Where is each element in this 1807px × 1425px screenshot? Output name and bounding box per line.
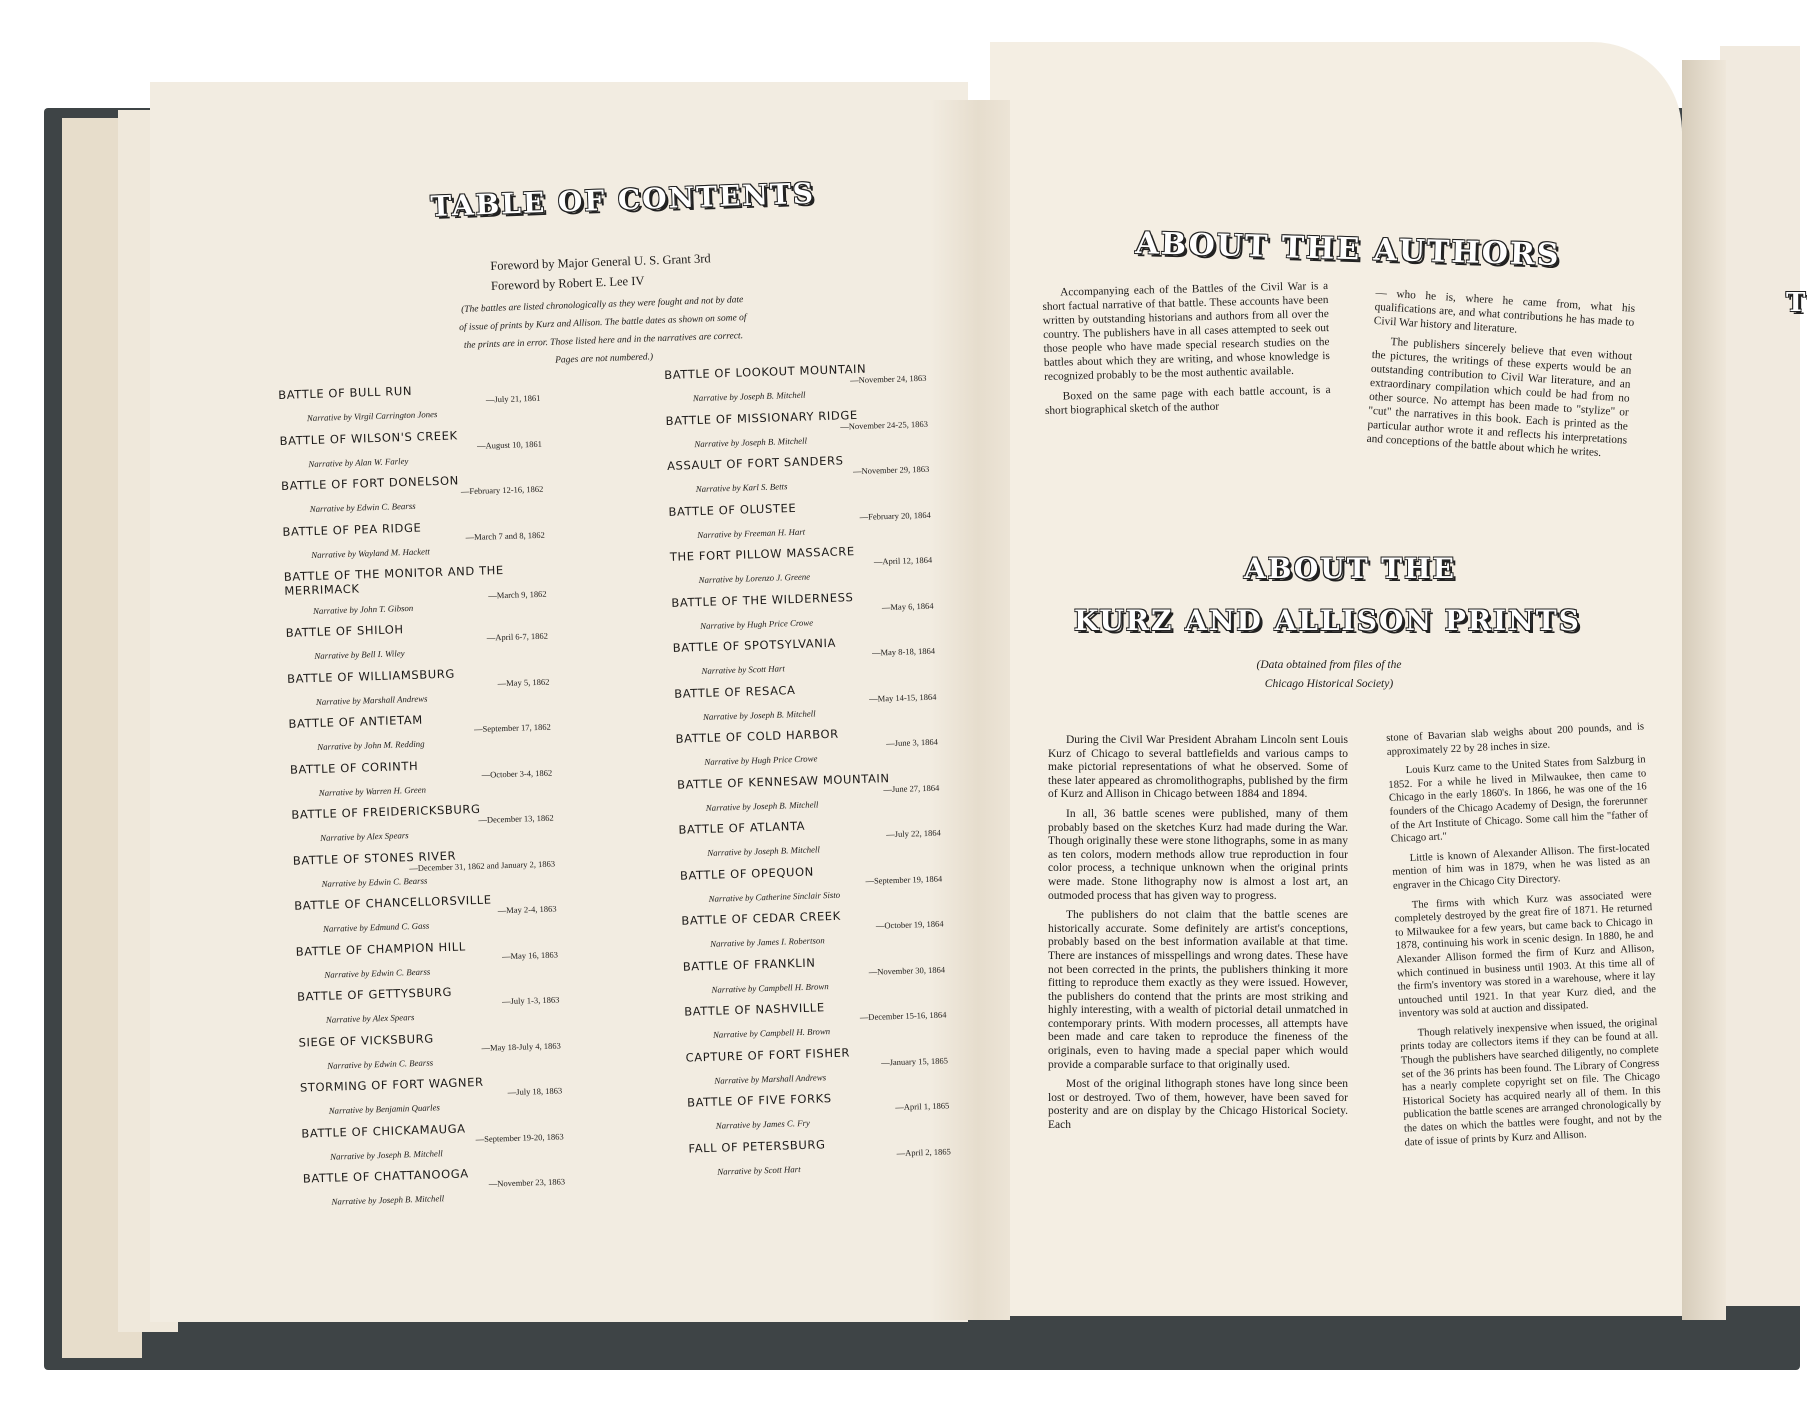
battle-name: BATTLE OF WILSON'S CREEK	[279, 427, 458, 448]
battle-date: —December 31, 1862 and January 2, 1863	[409, 858, 556, 873]
battle-name: BATTLE OF SHILOH	[285, 622, 404, 640]
narrative-author: Narrative by Bell I. Wiley	[314, 648, 405, 661]
battle-name: BATTLE OF FRANKLIN	[682, 955, 816, 974]
paragraph: Louis Kurz came to the United States from Salzburg in 1852. For a while he lived in Milwaukee, then came to Chicago in the early 1860's. In 1866, he was one of the 16 founders of the Chicago Academy of Design, the forerunner of the Art Institute of Chicago. Some call him the "father of Chicago art."	[1388, 754, 1649, 846]
narrative-author: Narrative by Hugh Price Crowe	[704, 753, 818, 767]
battle-name: BATTLE OF CHAMPION HILL	[295, 938, 466, 959]
toc-entry	[677, 769, 940, 823]
toc-entry	[674, 678, 937, 732]
battle-date: —December 13, 1862	[478, 812, 554, 825]
battle-name: BATTLE OF KENNESAW MOUNTAIN	[676, 770, 890, 792]
narrative-author: Narrative by Benjamin Quarles	[328, 1102, 441, 1116]
note-line: (Data obtained from files of the	[1256, 659, 1402, 671]
battle-date: —September 17, 1862	[473, 721, 551, 735]
battle-date: —November 30, 1864	[868, 963, 946, 977]
narrative-author: Narrative by Scott Hart	[701, 663, 785, 676]
battle-date: —July 18, 1863	[507, 1085, 563, 1098]
note-line: Chicago Historical Society)	[1264, 678, 1394, 690]
battle-name: SIEGE OF VICKSBURG	[298, 1030, 434, 1050]
toc-entry	[683, 951, 946, 1005]
battle-name: BATTLE OF BULL RUN	[278, 383, 413, 402]
toc-entry	[294, 891, 557, 945]
toc-entry	[298, 1027, 561, 1081]
toc-entry	[303, 1163, 566, 1217]
toc-entry	[295, 936, 558, 990]
battle-date: —April 1, 1865	[895, 1100, 950, 1113]
paragraph: The publishers do not claim that the battle scenes are historically accurate. Some definitely are artist's conceptions, probably based on the best information available at that time. There are instances of misspellings and wrong dates. These have not been corrected in the prints, the publishers thinking it more fitting to reproduce them exactly as they were issued. However, the publishers do contend that the prints are most striking and highly interesting, with a wealth of pictorial detail unmatched in contemporary prints. With modern processes, all attempts have been made and care taken to reproduce the fineness of the originals, even to having made a special paper which would provide a comparable surface to that originally used.	[1048, 909, 1348, 1071]
narrative-author: Narrative by Edmund C. Gass	[322, 920, 430, 934]
toc-entry	[667, 451, 930, 505]
toc-right-column	[664, 360, 952, 1187]
narrative-author: Narrative by Edwin C. Bearss	[324, 966, 431, 980]
toc-entry	[678, 815, 941, 869]
narrative-author: Narrative by Virgil Carrington Jones	[306, 409, 438, 424]
battle-name: BATTLE OF LOOKOUT MOUNTAIN	[664, 361, 867, 382]
battle-date: —March 9, 1862	[488, 588, 547, 601]
battle-date: —July 1-3, 1863	[501, 994, 560, 1007]
battle-date: —November 24-25, 1863	[840, 418, 929, 431]
page-curl-shadow	[1682, 60, 1726, 1320]
toc-entry	[301, 1118, 564, 1172]
battle-date: —June 27, 1864	[883, 782, 940, 794]
prints-title-line2: KURZ AND ALLISON PRINTS	[1074, 604, 1581, 637]
narrative-author: Narrative by Freeman H. Hart	[697, 526, 806, 540]
toc-entry	[293, 845, 556, 899]
battle-name: BATTLE OF THE MONITOR AND THE MERRIMACK	[283, 563, 505, 598]
toc-entry	[673, 633, 936, 687]
narrative-author: Narrative by Joseph B. Mitchell	[702, 707, 816, 722]
prints-title-line1: ABOUT THE	[1244, 552, 1456, 585]
battle-date: —May 8-18, 1864	[871, 645, 936, 658]
battle-date: —November 24, 1863	[850, 372, 927, 386]
battle-date: —September 19-20, 1863	[475, 1130, 564, 1144]
battle-date: —December 15-16, 1864	[859, 1009, 947, 1023]
paragraph: Little is known of Alexander Allison. The first-located mention of him was in 1879, when he was listed as an engraver in the Chicago City Directory.	[1392, 841, 1651, 892]
battle-date: —February 12-16, 1862	[460, 483, 544, 497]
toc-left-column	[278, 380, 566, 1217]
battle-date: —November 23, 1863	[488, 1176, 566, 1189]
toc-entry	[685, 1042, 948, 1096]
toc-entry	[681, 906, 944, 960]
battle-name: BATTLE OF CHICKAMAUGA	[301, 1120, 466, 1141]
toc-entry	[297, 981, 560, 1035]
narrative-author: Narrative by Alan W. Farley	[308, 455, 409, 469]
toc-entry	[281, 471, 544, 525]
toc-entry	[284, 562, 548, 626]
battle-name: STORMING OF FORT WAGNER	[299, 1074, 484, 1095]
battle-name: ASSAULT OF FORT SANDERS	[666, 453, 844, 473]
battle-date: —July 22, 1864	[886, 827, 941, 840]
battle-date: —July 21, 1861	[485, 392, 541, 405]
toc-note	[432, 290, 774, 374]
toc-entry	[670, 542, 933, 596]
toc-title: TABLE OF CONTENTS	[430, 176, 816, 223]
battle-date: —March 7 and 8, 1862	[465, 529, 545, 542]
narrative-author: Narrative by Campbell H. Brown	[711, 980, 829, 995]
paragraph: Though relatively inexpensive when issued, the original prints today are collectors items if they can be found at all. Though the publishers have searched diligently, no complete set of the 36 prints has been found. The Library of Congress has a nearly complete copyright set on file. The Chicago Historical Society has acquired nearly all of them. In this publication the battle scenes are arranged chronologically by the dates on which the battles were fought, and not by the date of issue of prints by Kurz and Allison.	[1400, 1016, 1663, 1149]
battle-name: BATTLE OF CORINTH	[289, 758, 419, 777]
narrative-author: Narrative by Joseph B. Mitchell	[705, 798, 819, 813]
toc-entry	[688, 1133, 951, 1187]
paragraph: — who he is, where he came from, what his qualifications are, and what contributions he has made to Civil War history and literature.	[1373, 286, 1636, 336]
narrative-author: Narrative by Catherine Sinclair Sisto	[708, 889, 841, 904]
narrative-author: Narrative by Joseph B. Mitchell	[331, 1193, 445, 1207]
narrative-author: Narrative by Scott Hart	[717, 1163, 801, 1177]
toc-note-line: (The battles are listed chronologically as they were fought and not by date	[460, 295, 744, 315]
battle-date: —May 18-July 4, 1863	[481, 1039, 561, 1053]
battle-name: BATTLE OF OLUSTEE	[668, 500, 797, 519]
toc-entry	[285, 618, 548, 672]
authors-right-column	[1366, 286, 1636, 468]
battle-name: BATTLE OF SPOTSYLVANIA	[672, 635, 837, 655]
narrative-author: Narrative by Alex Spears	[319, 830, 409, 843]
battle-date: —May 5, 1862	[497, 676, 550, 688]
battle-date: —November 29, 1863	[852, 463, 930, 477]
paragraph: Accompanying each of the Battles of the Civil War is a short factual narrative of that battle. These accounts have been written by outstanding historians and authors from all over the country. The publishers have in all cases attempted to seek out those people who have made special research studies on the battles about which they are writing, and whose knowledge is recognized probably to be the most authentic available.	[1042, 280, 1330, 383]
narrative-author: Narrative by Wayland M. Hackett	[311, 545, 431, 560]
narrative-author: Narrative by Edwin C. Bearss	[309, 500, 416, 515]
paragraph: Most of the original lithograph stones have long since been lost or destroyed. Two of them, however, have been saved for posterity and are on display by the Chicago Historical Society. Each	[1048, 1078, 1348, 1132]
battle-name: BATTLE OF OPEQUON	[679, 864, 815, 883]
battle-name: BATTLE OF RESACA	[674, 682, 796, 701]
narrative-author: Narrative by Hugh Price Crowe	[699, 616, 814, 631]
toc-entry	[671, 587, 934, 641]
battle-name: BATTLE OF CEDAR CREEK	[681, 908, 842, 928]
toc-entry	[675, 724, 938, 778]
narrative-author: Narrative by Lorenzo J. Greene	[698, 571, 811, 586]
paragraph: The publishers sincerely believe that even without the pictures, the writings of these experts would be an outstanding contribution to Civil War literature, and an extraordinary compilation which could be had from no other source. No attempt has been made to "stylize" or "cut" the narratives in this book. Each is printed as the particular author wrote it and reflects his interpretations and conceptions of the battle about which he writes.	[1366, 336, 1633, 460]
narrative-author: Narrative by Edwin C. Bearss	[327, 1056, 434, 1071]
toc-forewords	[490, 248, 712, 296]
narrative-author: Narrative by James I. Robertson	[709, 935, 825, 949]
narrative-author: Narrative by Marshall Andrews	[315, 692, 428, 707]
toc-entry	[684, 996, 947, 1050]
narrative-author: Narrative by Alex Spears	[325, 1012, 415, 1025]
narrative-author: Narrative by Joseph B. Mitchell	[707, 844, 820, 858]
battle-name: CAPTURE OF FORT FISHER	[685, 1044, 851, 1065]
narrative-author: Narrative by Joseph B. Mitchell	[329, 1147, 443, 1162]
battle-date: —May 16, 1863	[501, 948, 559, 961]
toc-entry	[287, 663, 550, 717]
battle-name: BATTLE OF ATLANTA	[678, 818, 806, 837]
foreword-line: Foreword by Major General U. S. Grant 3rd	[490, 251, 711, 273]
battle-name: BATTLE OF MISSIONARY RIDGE	[665, 407, 858, 428]
narrative-author: Narrative by Joseph B. Mitchell	[694, 435, 808, 449]
narrative-author: Narrative by Warren H. Green	[318, 784, 427, 798]
toc-entry	[290, 754, 553, 808]
narrative-author: Narrative by John M. Redding	[317, 738, 425, 752]
toc-entry	[282, 516, 545, 570]
prints-right-column	[1386, 720, 1663, 1155]
toc-note-line: of issue of prints by Kurz and Allison. The battle dates as shown on some of	[459, 313, 747, 334]
battle-name: BATTLE OF WILLIAMSBURG	[286, 666, 456, 686]
battle-date: —April 6-7, 1862	[486, 630, 549, 643]
battle-date: —February 20, 1864	[859, 509, 931, 522]
battle-date: —June 3, 1864	[886, 736, 939, 749]
battle-name: BATTLE OF GETTYSBURG	[296, 984, 453, 1004]
battle-date: —May 6, 1864	[881, 600, 934, 612]
battle-name: BATTLE OF COLD HARBOR	[675, 726, 839, 746]
battle-date: —April 2, 1865	[896, 1145, 951, 1158]
foreword-line: Foreword by Robert E. Lee IV	[490, 273, 645, 293]
authors-left-column	[1042, 279, 1331, 424]
battle-name: BATTLE OF FREIDERICKSBURG	[291, 801, 481, 822]
battle-name: BATTLE OF THE WILDERNESS	[671, 589, 854, 610]
battle-date: —January 15, 1865	[880, 1054, 949, 1068]
battle-name: FALL OF PETERSBURG	[688, 1136, 826, 1156]
battle-name: BATTLE OF ANTIETAM	[288, 712, 423, 731]
next-page-glyph: T	[1786, 288, 1807, 318]
battle-name: BATTLE OF FORT DONELSON	[280, 473, 460, 493]
toc-note-line: Pages are not numbered.)	[554, 352, 654, 366]
battle-date: —August 10, 1861	[476, 438, 543, 451]
battle-name: BATTLE OF CHANCELLORSVILLE	[294, 892, 492, 913]
toc-entry	[291, 800, 554, 854]
toc-entry	[687, 1087, 950, 1141]
paragraph: stone of Bavarian slab weighs about 200 pounds, and is approximately 22 by 28 inches in size.	[1386, 721, 1645, 758]
battle-date: —October 3-4, 1862	[481, 767, 553, 780]
battle-date: —October 19, 1864	[875, 918, 944, 931]
toc-note-line: the prints are in error. Those listed here and in the narratives are correct.	[463, 331, 744, 351]
toc-entry	[300, 1072, 563, 1126]
battle-date: —April 12, 1864	[873, 554, 933, 567]
battle-name: BATTLE OF CHATTANOOGA	[302, 1166, 469, 1186]
battle-date: —May 2-4, 1863	[497, 903, 557, 916]
toc-entry	[665, 405, 928, 459]
toc-entry	[288, 709, 551, 763]
battle-date: —September 19, 1864	[865, 873, 943, 886]
narrative-author: Narrative by John T. Gibson	[312, 602, 414, 617]
battle-name: BATTLE OF PEA RIDGE	[282, 520, 422, 539]
paragraph: Boxed on the same page with each battle account, is a short biographical sketch of the author	[1044, 383, 1331, 417]
prints-left-column	[1048, 734, 1348, 1139]
authors-title: ABOUT THE AUTHORS	[1135, 226, 1561, 273]
narrative-author: Narrative by Campbell H. Brown	[712, 1026, 831, 1040]
prints-source-note	[1214, 656, 1444, 694]
next-page-edge	[1720, 46, 1800, 1306]
battle-name: THE FORT PILLOW MASSACRE	[669, 544, 855, 564]
toc-entry	[668, 496, 931, 550]
narrative-author: Narrative by Joseph B. Mitchell	[692, 389, 806, 404]
paragraph: The firms with which Kurz was associated were completely destroyed by the great fire of 1871. He returned to Milwaukee for a few years, but came back to Chicago in 1878, continuing his work in scenic design. In 1880, he and Alexander Allison formed the firm of Kurz and Allison, which continued in business until 1903. At this time all of the firm's inventory was stored in a warehouse, where it lay untouched until 1921. In that year Kurz died, and the inventory was sold at auction and dissipated.	[1394, 888, 1657, 1020]
battle-name: BATTLE OF NASHVILLE	[684, 1000, 825, 1019]
paragraph: During the Civil War President Abraham Lincoln sent Louis Kurz of Chicago to several battlefields and various camps to make pictorial representations of what he observed. Some of these later appeared as chromolithographs, published by the firm of Kurz and Allison in Chicago between 1884 and 1894.	[1048, 734, 1348, 801]
narrative-author: Narrative by Marshall Andrews	[714, 1071, 827, 1086]
paragraph: In all, 36 battle scenes were published, many of them probably based on the sketches Kurz had made during the War. Though originally these were stone lithographs, some in as many as ten colors, modern methods allow true reproduction in four color process, a technique unknown when the original prints were made. Stone lithography now is almost a lost art, an outmoded process that has given way to progress.	[1048, 807, 1348, 902]
toc-entry	[278, 380, 541, 434]
narrative-author: Narrative by Edwin C. Bearss	[321, 875, 428, 889]
narrative-author: Narrative by Karl S. Betts	[695, 481, 788, 495]
toc-entry	[664, 360, 927, 414]
narrative-author: Narrative by James C. Fry	[715, 1117, 811, 1131]
toc-entry	[680, 860, 943, 914]
battle-name: BATTLE OF STONES RIVER	[292, 848, 457, 868]
battle-name: BATTLE OF FIVE FORKS	[686, 1091, 832, 1110]
toc-entry	[279, 425, 542, 479]
battle-date: —May 14-15, 1864	[869, 691, 937, 704]
